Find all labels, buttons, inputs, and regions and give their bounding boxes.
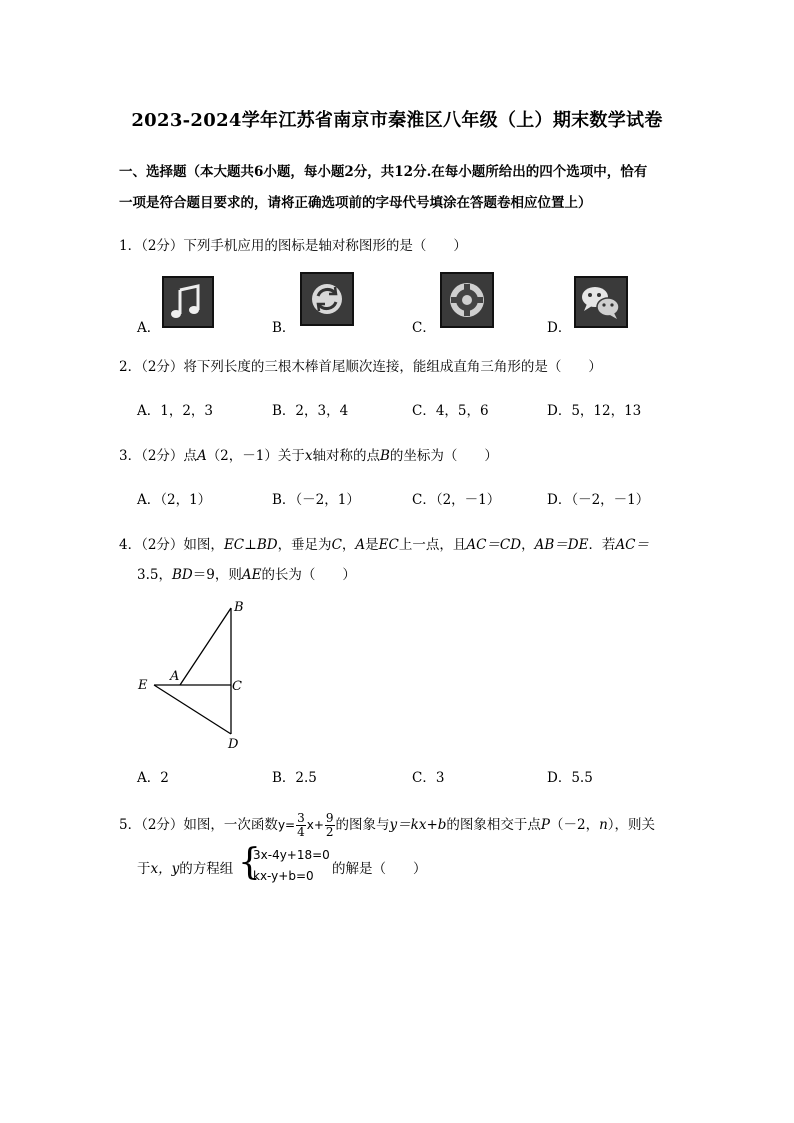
q2-option-a: A．1，2，3 xyxy=(137,403,214,419)
section-header-line2: 一项是符合题目要求的，请将正确选项前的字母代号填涂在答题卷相应位置上） xyxy=(119,195,592,211)
fraction-3-4: $\frac{3}{4}$ xyxy=(297,811,305,839)
q4-option-a: A．2 xyxy=(137,770,169,786)
refresh-arrows-icon xyxy=(300,272,354,326)
label-a: A xyxy=(170,669,180,684)
q4-geometry-figure xyxy=(132,596,262,751)
q2-option-d: D．5，12，13 xyxy=(547,403,642,419)
question-4-line2: 3.5，BD＝9，则AE的长为（ ） xyxy=(137,567,356,583)
q1-option-b-label: B． xyxy=(272,320,296,336)
section-header-line1: 一、选择题（本大题共6小题，每小题2分，共12分.在每小题所给出的四个选项中，恰有 xyxy=(119,164,648,180)
label-d: D xyxy=(228,737,239,751)
q4-option-d: D．5.5 xyxy=(547,770,593,786)
page-title: 2023-2024学年江苏省南京市秦淮区八年级（上）期末数学试卷 xyxy=(131,110,663,131)
q3-option-c: C．（2，－1） xyxy=(412,492,501,508)
q1-option-c-label: C． xyxy=(412,320,436,336)
question-5-line1: 5．（2分）如图，一次函数y= $\frac{3}{4}$ x+ $\frac{9}{2}$ 的图象与y＝kx+b的图象相交于点P（－2，n），则关 xyxy=(119,811,656,839)
q3-option-b: B．（－2，1） xyxy=(272,492,360,508)
question-3-text: 3．（2分）点A（2，－1）关于x轴对称的点B的坐标为（ ） xyxy=(119,448,498,464)
label-c: C xyxy=(232,679,242,694)
q3-option-a: A．（2，1） xyxy=(137,492,212,508)
equation-2: kx-y+b=0 xyxy=(253,869,314,883)
label-b: B xyxy=(234,600,244,615)
q3-option-d: D．（－2，－1） xyxy=(547,492,650,508)
q4-option-c: C．3 xyxy=(412,770,445,786)
q2-option-b: B．2，3，4 xyxy=(272,403,349,419)
q2-option-c: C．4，5，6 xyxy=(412,403,489,419)
question-5-line2-end: 的解是（ ） xyxy=(332,861,427,877)
label-e: E xyxy=(138,678,148,693)
gear-icon xyxy=(440,272,494,328)
equation-1: 3x-4y+18=0 xyxy=(253,848,330,862)
wechat-bubbles-icon xyxy=(574,276,628,328)
question-4-line1: 4．（2分）如图，EC⊥BD，垂足为C，A是EC上一点，且AC＝CD，AB＝DE．若AC＝ xyxy=(119,537,650,553)
segment-ab xyxy=(180,608,231,685)
q1-option-d-label: D． xyxy=(547,320,572,336)
question-2-text: 2．（2分）将下列长度的三根木棒首尾顺次连接，能组成直角三角形的是（ ） xyxy=(119,359,602,375)
q4-option-b: B．2.5 xyxy=(272,770,317,786)
fraction-9-2: $\frac{9}{2}$ xyxy=(325,811,334,839)
music-note-icon xyxy=(162,276,214,328)
q1-option-a-label: A． xyxy=(137,320,161,336)
question-1-text: 1．（2分）下列手机应用的图标是轴对称图形的是（ ） xyxy=(119,238,467,254)
question-5-line2-start: 于x，y的方程组 xyxy=(137,861,234,877)
equation-system-brace: { xyxy=(238,842,261,883)
segment-ed xyxy=(154,685,231,734)
